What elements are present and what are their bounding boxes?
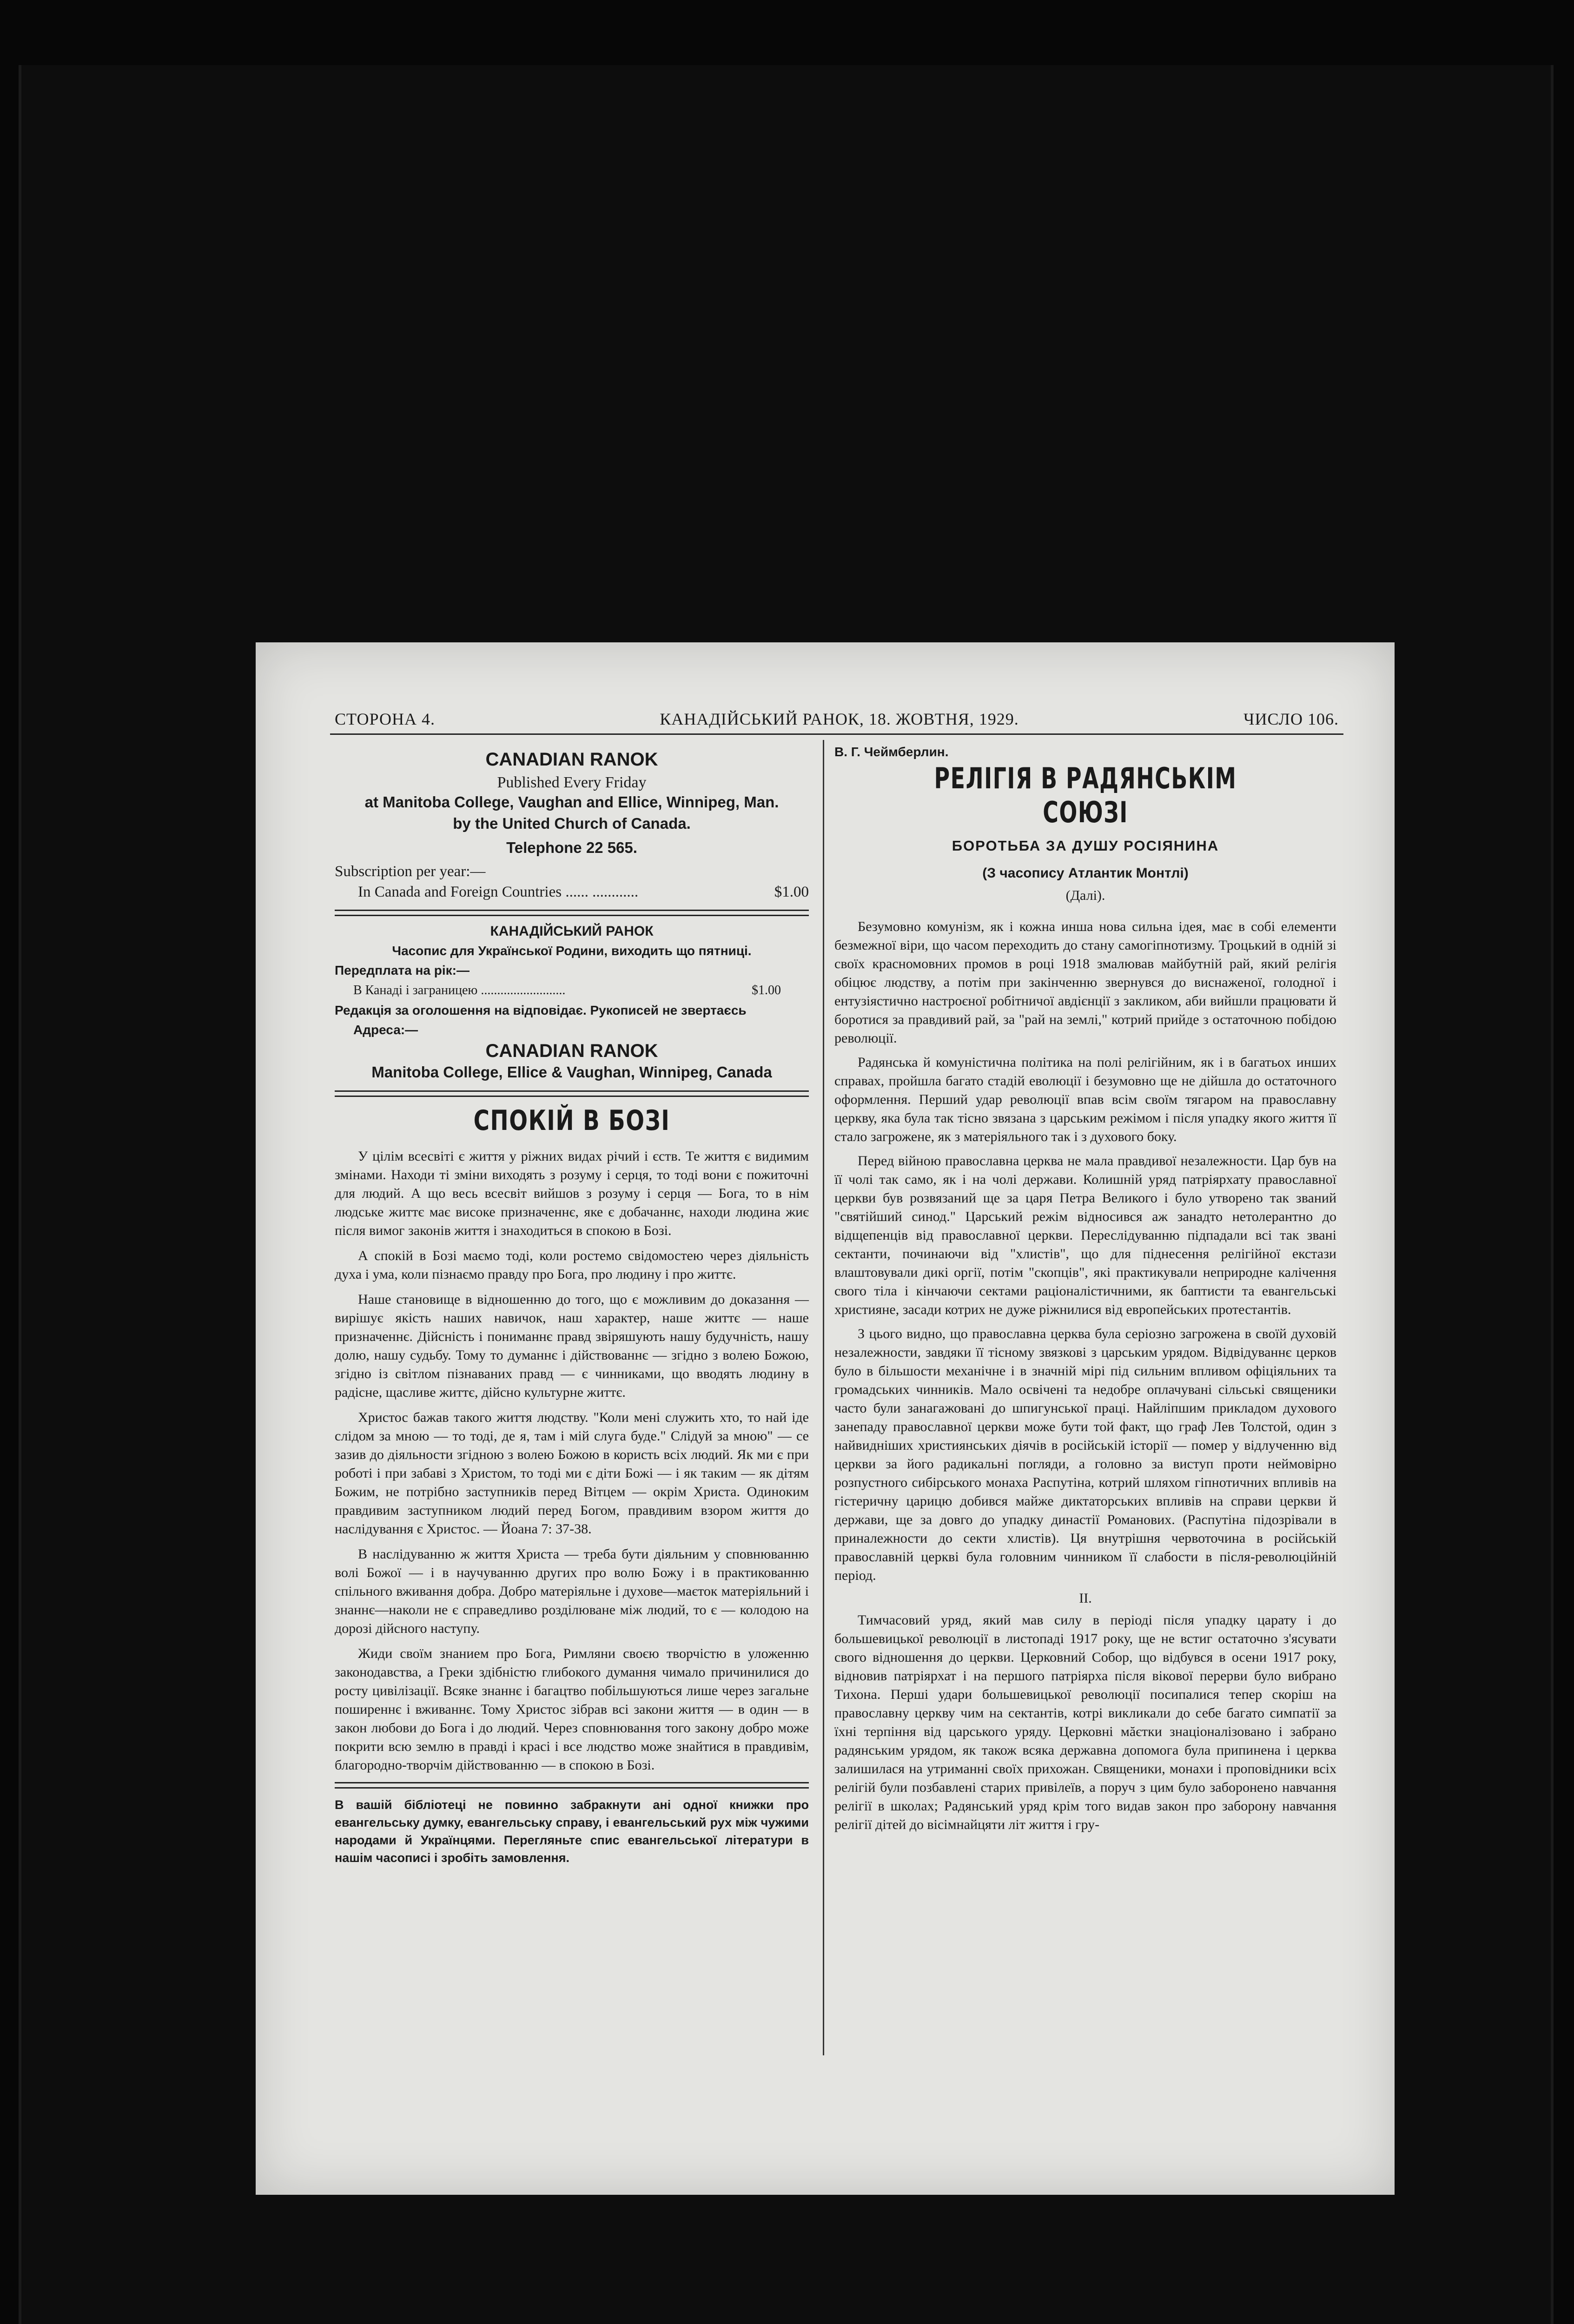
notice-rule xyxy=(335,1782,809,1789)
masthead-ukr-addr-title: CANADIAN RANOK xyxy=(485,1041,658,1061)
left-article-paragraph: Христос бажав такого життя людству. "Коли мені служить хто, то най іде слідом за мною — то тоді, де я, там і мій слуга буде." Слідуй за мною" — се зазив до діяльности згідною з волею Божою в користь всіх людий. Як ми є при роботі і при забаві з Христом, то тоді ми є діти Божі — і як таким — як дітям Божим, не потрібно заступників перед Вітцем — окрім Христа. Одиноким правдивим заступником людий перед Богом, правдивим взором життя до наслідування є Христос. — Йоана 7: 37-38. xyxy=(335,1410,809,1537)
masthead-en-telephone: Telephone 22 565. xyxy=(506,839,637,856)
masthead-en-price-row xyxy=(335,882,809,902)
left-article-paragraph: Жиди своїм знанием про Бога, Римляни своєю творчістю в уложенню законодавства, а Греки здібністю глибокого думання чимало причинилися до росту цивілізації. Всяке знаннє і багацтво побільшуються лише через загальне поширеннє і вживаннє. Тому Христос зібрав всі закони життя — в один — в закон любови до Бога і до людий. Через сповнювання того закону добро може покрити всю землю в правді і красі і все людство може знайтися в правдивім, благородно-творчім дійствованню — в спокою в Бозі. xyxy=(335,1646,809,1773)
masthead-ukr-price-label: В Канаді і заграницею .......................... xyxy=(353,983,566,997)
issue-number: ЧИСЛО 106. xyxy=(1243,710,1339,728)
header-rule xyxy=(330,733,1343,735)
masthead-en-price-label: In Canada and Foreign Countries ...... ............ xyxy=(358,884,639,900)
right-article-title: РЕЛІГІЯ В РАДЯНСЬКІМ СОЮЗІ xyxy=(934,761,1237,829)
right-article-paragraph: З цього видно, що православна церква була серіозно загрожена в своїй духовій незалежности, завдяки її тісному звязкові з царським урядом. Відвідуваннє церков було в більшости механічне і в значній мірі під сильним впливом офіціяльних та громадських чинників. Мало освічені та недобре оплачувані сільські священики часто були занагажовані до шпигунської праці. Найліпшим прикладом духового занепаду православної церкви може бути той факт, що граф Лев Толстой, один з найвидніших християнських діячів в російській історії — помер у відлученню від церкви за його радикальні погляди, а головно за виступ проти неймовірно розпустного сибірського монаха Распутіна, котрий шляхом гіпнотичних впливів на гістеричну царицю добився майже диктаторських впливів на справи церкви й держави, ще за довго до упадку династії Романових. (Распутіна підозрівали в приналежности до секти хлистів). Ця внутрішня червоточина в російській православній церкві була головним чинником її слабости в після-революційній період. xyxy=(834,1326,1336,1583)
right-article-source: (З часопису Атлантик Монтлі) xyxy=(982,865,1189,881)
newspaper-page xyxy=(256,642,1395,2195)
masthead-ukr-editorial: Редакція за оголошення на відповідає. Рукописей не звертаєсь xyxy=(335,1003,747,1017)
page-number: СТОРОНА 4. xyxy=(335,710,435,728)
masthead-rule xyxy=(335,910,809,916)
right-article-paragraph: Перед війною православна церква не мала правдивої незалежности. Цар був на її чолі так само, як і на чолі держави. Колишній уряд патріярхату православної церкви був розвязаний ще за царя Петра Великого і було утворено так званий "святійший синод." Царський режім відносився аж занадто нетолерантно до відщепенців від православної церкви. Переслідуванню підпадали всі так звані сектанти, починаючи від "хлистів", що для піднесення релігійної екстази влаштовували дикі оргії, потім "скопців", які практикували неприродне калічення свого тіла і кінчаючи сектами раціоналістичними, як баптисти та евангельські християне, засади котрих не дуже ріжнилися від европейських протестантів. xyxy=(834,1153,1336,1317)
right-article-author: В. Г. Чеймберлин. xyxy=(834,745,949,759)
masthead-ukr-price-row xyxy=(335,980,809,1001)
left-article-title: СПОКІЙ В БОЗІ xyxy=(473,1104,670,1137)
masthead-en-subscription: Subscription per year:— xyxy=(335,863,486,880)
section-number: II. xyxy=(1079,1591,1092,1606)
left-article-paragraph: В наслідуванню ж життя Христа — треба бути діяльним у сповнюванню волі Божої — і в научуванню других про волю Божу і в практикованню спільного вживання добра. Добро матеріяльне і духове—маєток матеріяльний і знаннє—наколи не є справедливо розділюване між людий, то є — колодою на дорозі дійсного наступу. xyxy=(335,1546,809,1636)
masthead-en-price: $1.00 xyxy=(774,884,809,900)
left-article-paragraph: А спокій в Бозі маємо тоді, коли ростемо свідомостею через діяльність духа і ума, коли пізнаємо правду про Бога, про людину і про життє. xyxy=(335,1248,809,1282)
running-head xyxy=(335,707,1339,731)
masthead-ukr-tagline: Часопис для Української Родини, виходить що пятниці. xyxy=(392,944,752,958)
right-article-paragraph: Безумовно комунізм, як і кожна инша нова сильна ідея, має в собі елементи безмежної віри, що часом переходить до стану самогіпнотизму. Троцький в одній зі своїх красномовних промов в році 1918 змалював майбутній рай, який релігія обіцює людству, а потім при закінченню звернувся до виснаженої, голодної і ентузіястично настроєної робітничої авдієнції з закликом, аби вийшли працювати й боротися за правдивий рай, за "рай на землі," котрий прийде з остаточною побідою революції. xyxy=(834,919,1336,1046)
paper-title-date: КАНАДІЙСЬКИЙ РАНОК, 18. ЖОВТНЯ, 1929. xyxy=(660,710,1019,728)
masthead-ukr-price: $1.00 xyxy=(752,983,781,997)
masthead-en-address2: by the United Church of Canada. xyxy=(453,815,691,832)
article-rule xyxy=(335,1090,809,1097)
masthead-en-address1: at Manitoba College, Vaughan and Ellice, Winnipeg, Man. xyxy=(364,793,779,811)
right-column xyxy=(834,745,1336,1840)
masthead-ukr-prepay: Передплата на рік:— xyxy=(335,963,470,977)
masthead-en-title: CANADIAN RANOK xyxy=(485,749,658,770)
masthead-en-published: Published Every Friday xyxy=(497,774,647,791)
column-divider xyxy=(823,740,824,2055)
right-article-subtitle: БОРОТЬБА ЗА ДУШУ РОСІЯНИНА xyxy=(952,838,1219,854)
masthead-ukr-title: КАНАДІЙСЬКИЙ РАНОК xyxy=(490,924,654,939)
left-column xyxy=(335,745,809,1867)
right-article-continued: (Далі). xyxy=(1065,888,1105,903)
left-article-paragraph: У цілім всесвіті є життя у ріжних видах річий і єств. Те життя є видимим змінами. Находи ті зміни виходять з розуму і серця, то тоді вони є пожиточні для людий. А що весь всесвіт вийшов з розуму і серця — Бога, то в нім людське життє має високе призначеннє, яке є добачаннє, находи людина жиє після вимог законів життя і знаходиться в спокою в Бозі. xyxy=(335,1149,809,1238)
right-article-paragraph: Тимчасовий уряд, який мав силу в періоді після упадку царату і до большевицької революції в листопаді 1917 року, ще не встиг остаточно з'ясувати свого відношення до церкви. Церковний Собор, що відбувся в осени 1917 року, відновив патріярхат і на першого патріярха після вікової перерви було вибрано Тихона. Перші удари большевицької революції посипалися тепер скоріш на православну церкву чим на сектантів, котрі викликали до себе багато симпатії за їхні терпіння від царського уряду. Церковні мăєтки знаціоналізовано і забрано радянським урядом, як також всяка державна допомога була припинена і церква залишилася на утриманні своїх прихожан. Священики, монахи і проповідники всіх релігій були позбавлені старих привілеїв, а поруч з цим було заборонено навчання релігії в школах; Радянський уряд крім того видав закон про заборону навчання релігії дітей до вісімнайцяти літ життя і гру- xyxy=(834,1612,1336,1832)
right-article-paragraph: Радянська й комуністична політика на полі релігійним, як і в багатьох инших справах, пройшла багато стадій еволюції і безумовно ще не дійшла до остаточного оформлення. Перший удар революції впав всім своїм тягаром на православну церкву, яка була так тісно звязана з царським режімом і після упадку якого життя її стало загроженe, як з матеріяльного так і з духового боку. xyxy=(834,1055,1336,1144)
masthead-ukr-address-label: Адреса:— xyxy=(353,1023,418,1037)
left-article-paragraph: Наше становище в відношенню до того, що є можливим до доказання — вирішує якість наших навичок, наш характер, наше життє — наше призначеннє. Дійсність і пониманнє правд звіряшують нашу будучність, нашу долю, нашу судьбу. Тому то думаннє і дійствованнє — згідно з волею Божою, згідно із світлом пізнаваних правд — є чинниками, що вводять людину в радісне, щасливе життє, дійсно культурне життє. xyxy=(335,1292,809,1400)
library-notice: В вашій бібліотеці не повинно забракнути ані одної книжки про евангельську думку, евангельську справу, і евангельський рух між чужими народами й Українцями. Перегляньте спис евангельської літератури в нашім часописі і зробіть замовлення. xyxy=(335,1798,809,1865)
masthead-ukr-addr-line: Manitoba College, Ellice & Vaughan, Winnipeg, Canada xyxy=(371,1063,772,1081)
